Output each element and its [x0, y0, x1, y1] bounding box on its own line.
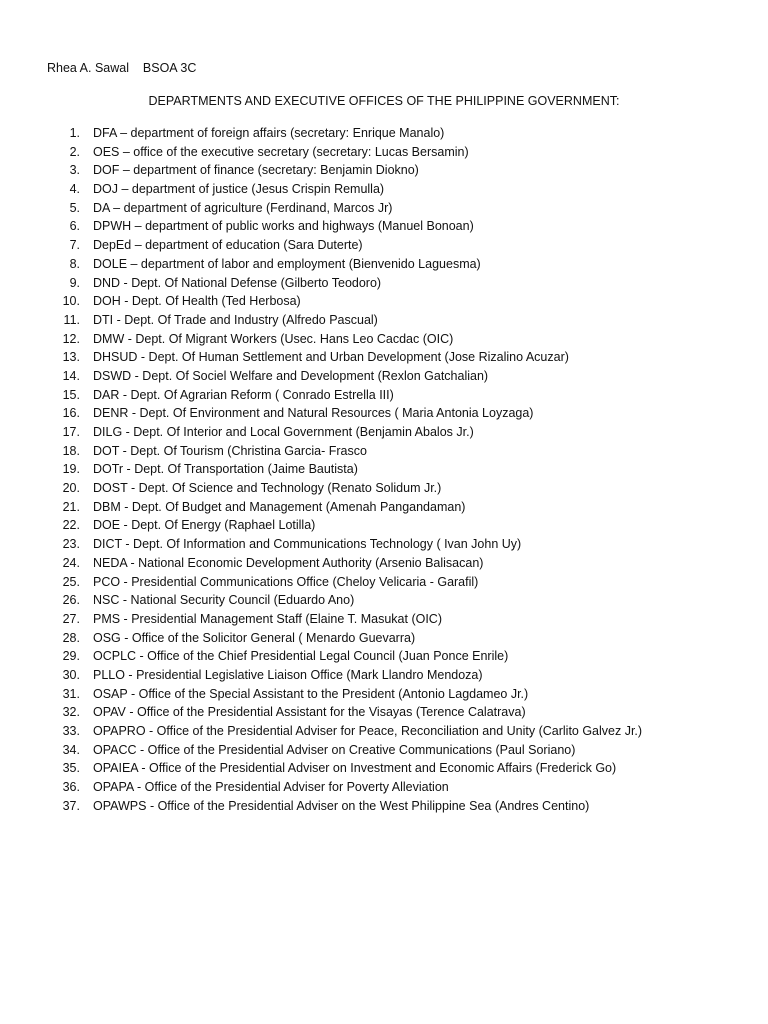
list-item-number: 33.: [62, 724, 80, 738]
list-item-text: DND - Dept. Of National Defense (Gilberto Teodoro): [93, 275, 382, 290]
list-item-text: NSC - National Security Council (Eduardo Ano): [93, 593, 355, 608]
list-item: [0, 629, 768, 648]
list-item: [0, 199, 768, 218]
list-item-text: DICT - Dept. Of Information and Communications Technology ( Ivan John Uy): [93, 537, 522, 552]
list-item-text: DPWH – department of public works and highways (Manuel Bonoan): [93, 219, 474, 234]
list-item: [0, 647, 768, 666]
list-item-number: 8.: [69, 256, 80, 271]
author-header: [47, 60, 196, 76]
list-item-number: 29.: [62, 649, 80, 664]
list-item: [0, 386, 768, 405]
list-item: [0, 367, 768, 386]
class-section: BSOA 3C: [142, 61, 197, 75]
list-item-number: 17.: [62, 425, 80, 439]
list-item-number: 26.: [62, 593, 80, 608]
list-item-text: DOST - Dept. Of Science and Technology (Renato Solidum Jr.): [93, 481, 442, 496]
list-item: [0, 124, 768, 143]
list-item-number: 21.: [62, 499, 80, 514]
list-item: [0, 423, 768, 442]
list-item-number: 24.: [62, 555, 80, 570]
list-item-text: DOH - Dept. Of Health (Ted Herbosa): [93, 294, 301, 309]
list-item-text: OPACC - Office of the Presidential Adviser on Creative Communications (Paul Soriano): [93, 742, 576, 757]
list-item: [0, 255, 768, 274]
list-item-number: 32.: [62, 705, 80, 720]
list-item-number: 25.: [62, 574, 80, 589]
list-item-number: 4.: [69, 182, 80, 197]
list-item-text: OPAIEA - Office of the Presidential Adviser on Investment and Economic Affairs (Frederick Go): [93, 761, 617, 776]
list-item: [0, 311, 768, 330]
list-item: [0, 274, 768, 293]
list-item: [0, 703, 768, 722]
list-item-number: 19.: [62, 462, 80, 477]
list-item-text: OCPLC - Office of the Chief Presidential Legal Council (Juan Ponce Enrile): [93, 649, 509, 664]
list-item-text: DILG - Dept. Of Interior and Local Government (Benjamin Abalos Jr.): [93, 425, 474, 439]
list-item-text: PMS - Presidential Management Staff (Elaine T. Masukat (OIC): [93, 611, 442, 626]
list-item-text: DOF – department of finance (secretary: Benjamin Diokno): [93, 163, 419, 178]
list-item-text: DA – department of agriculture (Ferdinand, Marcos Jr): [93, 200, 393, 215]
list-item-number: 14.: [62, 368, 80, 383]
list-item-text: DHSUD - Dept. Of Human Settlement and Urban Development (Jose Rizalino Acuzar): [93, 350, 569, 365]
list-item-number: 15.: [62, 387, 80, 402]
list-item: [0, 516, 768, 535]
departments-list: [0, 124, 768, 815]
list-item-number: 36.: [62, 780, 80, 795]
list-item-number: 12.: [62, 331, 80, 346]
list-item-number: 37.: [62, 798, 80, 813]
list-item: [0, 741, 768, 760]
list-item: [0, 217, 768, 236]
list-item-number: 5.: [69, 200, 80, 215]
list-item-text: OPAV - Office of the Presidential Assistant for the Visayas (Terence Calatrava): [93, 705, 526, 720]
list-item-number: 9.: [69, 275, 80, 290]
list-item-text: DMW - Dept. Of Migrant Workers (Usec. Hans Leo Cacdac (OIC): [93, 331, 454, 346]
list-item: [0, 722, 768, 741]
list-item: [0, 479, 768, 498]
list-item-number: 11.: [63, 312, 80, 327]
list-item: [0, 666, 768, 685]
list-item-number: 20.: [62, 481, 80, 496]
list-item-text: DTI - Dept. Of Trade and Industry (Alfredo Pascual): [93, 312, 378, 327]
document-title: DEPARTMENTS AND EXECUTIVE OFFICES OF THE PHILIPPINE GOVERNMENT:: [148, 94, 620, 108]
list-item: [0, 180, 768, 199]
list-item-text: OPAWPS - Office of the Presidential Adviser on the West Philippine Sea (Andres Centino): [93, 798, 590, 813]
list-item-number: 23.: [62, 537, 80, 552]
list-item: [0, 759, 768, 778]
list-item-text: DENR - Dept. Of Environment and Natural Resources ( Maria Antonia Loyzaga): [93, 406, 534, 421]
list-item-text: DOT - Dept. Of Tourism (Christina Garcia- Frasco: [93, 443, 367, 458]
list-item-text: DOE - Dept. Of Energy (Raphael Lotilla): [93, 518, 316, 533]
list-item: [0, 348, 768, 367]
list-item: [0, 554, 768, 573]
list-item-text: DFA – department of foreign affairs (secretary: Enrique Manalo): [93, 126, 445, 140]
list-item: [0, 610, 768, 629]
list-item: [0, 404, 768, 423]
list-item-text: DSWD - Dept. Of Sociel Welfare and Development (Rexlon Gatchalian): [93, 368, 489, 383]
list-item-number: 35.: [62, 761, 80, 776]
list-item: [0, 685, 768, 704]
list-item-text: PLLO - Presidential Legislative Liaison Office (Mark Llandro Mendoza): [93, 667, 483, 682]
list-item-text: DBM - Dept. Of Budget and Management (Amenah Pangandaman): [93, 499, 466, 514]
list-item-text: OES – office of the executive secretary (secretary: Lucas Bersamin): [93, 144, 469, 159]
list-item: [0, 778, 768, 797]
list-item-number: 30.: [62, 667, 80, 682]
list-item: [0, 236, 768, 255]
list-item-number: 16.: [62, 406, 80, 421]
list-item-text: OSG - Office of the Solicitor General ( Menardo Guevarra): [93, 630, 416, 645]
list-item: [0, 460, 768, 479]
list-item: [0, 573, 768, 592]
list-item-text: OPAPRO - Office of the Presidential Adviser for Peace, Reconciliation and Unity (Carlito Galvez Jr.): [93, 724, 643, 738]
author-name: Rhea A. Sawal: [47, 61, 129, 75]
list-item: [0, 591, 768, 610]
list-item-number: 7.: [69, 238, 80, 253]
list-item-text: DAR - Dept. Of Agrarian Reform ( Conrado Estrella III): [93, 387, 394, 402]
list-item-number: 13.: [62, 350, 80, 365]
list-item-number: 6.: [69, 219, 80, 234]
list-item-number: 18.: [62, 443, 80, 458]
list-item: [0, 330, 768, 349]
list-item-number: 10.: [62, 294, 80, 309]
list-item-text: OPAPA - Office of the Presidential Adviser for Poverty Alleviation: [93, 780, 449, 795]
list-item-number: 1.: [69, 126, 80, 140]
list-item: [0, 292, 768, 311]
list-item-number: 31.: [62, 686, 80, 701]
list-item: [0, 143, 768, 162]
list-item-text: DepEd – department of education (Sara Duterte): [93, 238, 363, 253]
list-item-number: 2.: [69, 144, 80, 159]
list-item-text: DOLE – department of labor and employment (Bienvenido Laguesma): [93, 256, 481, 271]
list-item: [0, 161, 768, 180]
list-item: [0, 535, 768, 554]
list-item-text: NEDA - National Economic Development Authority (Arsenio Balisacan): [93, 555, 484, 570]
list-item-text: OSAP - Office of the Special Assistant to the President (Antonio Lagdameo Jr.): [93, 686, 529, 701]
list-item-number: 27.: [62, 611, 80, 626]
list-item-number: 28.: [62, 630, 80, 645]
list-item-number: 3.: [69, 163, 80, 178]
list-item-text: PCO - Presidential Communications Office (Cheloy Velicaria - Garafil): [93, 574, 479, 589]
list-item-text: DOTr - Dept. Of Transportation (Jaime Bautista): [93, 462, 358, 477]
list-item-number: 22.: [62, 518, 80, 533]
list-item: [0, 442, 768, 461]
list-item: [0, 498, 768, 517]
list-item-text: DOJ – department of justice (Jesus Crispin Remulla): [93, 182, 385, 197]
list-item-number: 34.: [62, 742, 80, 757]
list-item: [0, 797, 768, 816]
